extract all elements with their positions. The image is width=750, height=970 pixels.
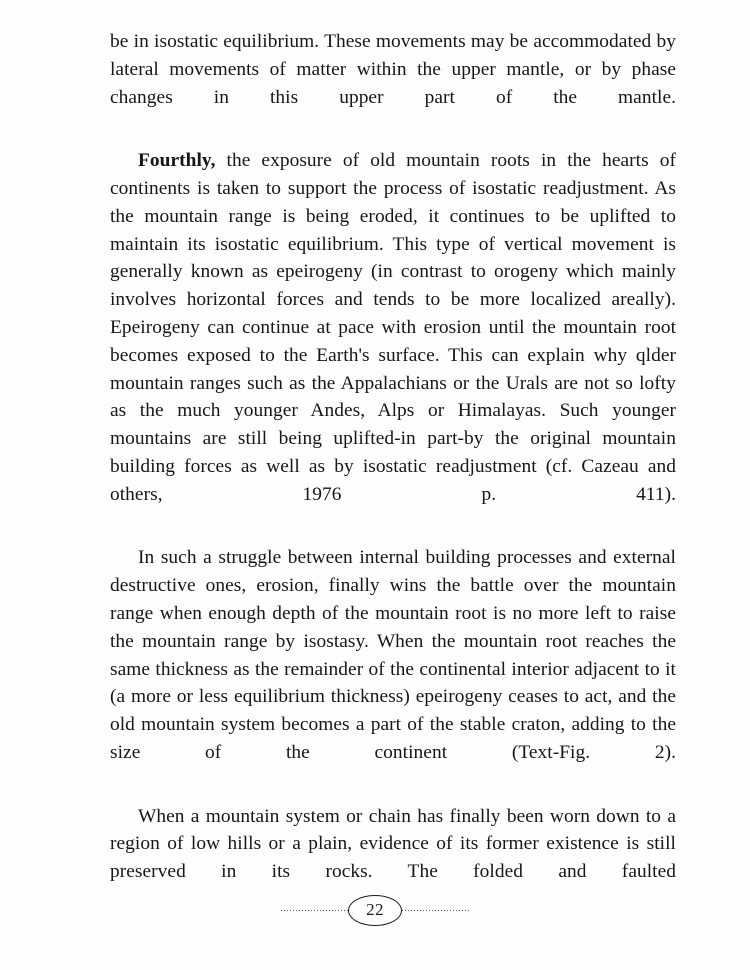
page-number: 22 [366,900,384,919]
paragraph-3 [110,544,676,794]
paragraph-1-text: be in isostatic equilibrium. These movements may be accommodated by lateral movements of matter within the upper mantle, or by phase changes in this upper part of the mantle. [110,31,676,108]
dotted-rule-left-icon [280,909,352,912]
body-text-block [110,28,676,914]
paragraph-4-text: When a mountain system or chain has finally been worn down to a region of low hills or a plain, evidence of its former existence is still preserved in its rocks. The folded and faulted [110,805,676,883]
dotted-rule-right-icon [398,909,470,912]
paragraph-3-text: In such a struggle between internal building processes and external destructive ones, erosion, finally wins the battle over the mountain range when enough depth of the mountain root is no more left to raise the mountain range by isostasy. When the mountain root reaches the same thickness as the remainder of the continental interior adjacent to it (a more or less equilibrium thickness) epeirogeny ceases to act, and the old mountain system becomes a part of the stable craton, adding to the size of the continent (Text-Fig. 2). [110,547,676,763]
paragraph-1 [110,28,676,139]
paragraph-2 [110,147,676,536]
paragraph-2-lead-in: Fourthly, [138,150,216,172]
paragraph-2-text: the exposure of old mountain roots in the hearts of continents is taken to support the process of isostatic readjustment. As the mountain range is being eroded, it continues to be uplifted to maintain its isostatic equilibrium. This type of vertical movement is generally known as epeirogeny (in contrast to orogeny which mainly involves horizontal forces and tends to be more localized areally). Epeirogeny can continue at pace with erosion until the mountain root becomes exposed to the Earth's surface. This can explain why qlder mountain ranges such as the Appalachians or the Urals are not so lofty as the much younger Andes, Alps or Himalayas. Such younger mountains are still being uplifted-in part-by the original mountain building forces as well as by isostatic readjustment (cf. Cazeau and others, 1976 p. 411). [110,150,676,505]
page-number-oval [348,895,402,926]
page-number-ornament [0,893,750,927]
